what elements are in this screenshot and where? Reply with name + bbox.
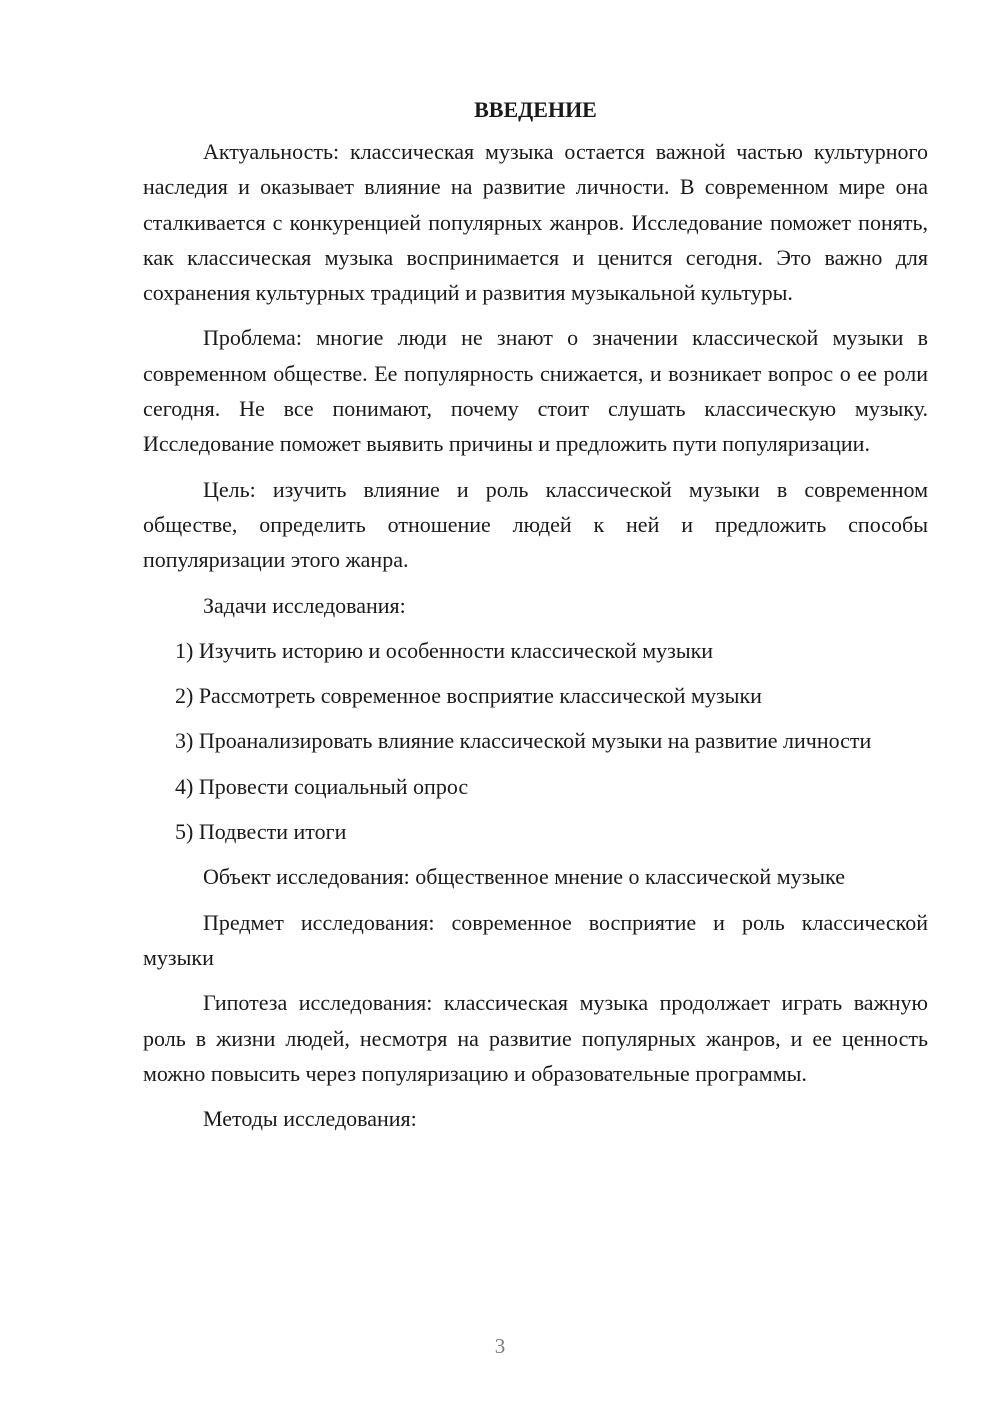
- hypothesis-paragraph: Гипотеза исследования: классическая музыка продолжает играть важную роль в жизни людей, несмотря на развитие популярных жанров, и ее ценность можно повысить через популяризацию и образовательные программы.: [143, 990, 928, 1086]
- task-item: 5) Подвести итоги: [175, 819, 347, 845]
- document-page: [143, 92, 928, 1146]
- task-item: 1) Изучить историю и особенности классической музыки: [175, 637, 714, 663]
- tasks-heading: Задачи исследования:: [203, 592, 406, 618]
- relevance-paragraph: Актуальность: классическая музыка остается важной частью культурного наследия и оказывает влияние на развитие личности. В современном мире она сталкивается с конкуренцией популярных жанров. Исследование поможет понять, как классическая музыка воспринимается и ценится сегодня. Это важно для сохранения культурных традиций и развития музыкальной культуры.: [143, 139, 928, 306]
- page-number: 3: [494, 1334, 506, 1358]
- problem-paragraph: Проблема: многие люди не знают о значении классической музыки в современном обществе. Ее популярность снижается, и возникает вопрос о ее роли сегодня. Не все понимают, почему стоит слушать классическую музыку. Исследование поможет выявить причины и предложить пути популяризации.: [143, 325, 928, 457]
- methods-heading: Методы исследования:: [203, 1106, 417, 1132]
- subject-paragraph: Предмет исследования: современное восприятие и роль классической музыки: [143, 909, 928, 970]
- object-paragraph: Объект исследования: общественное мнение о классической музыке: [203, 864, 845, 890]
- page-title: ВВЕДЕНИЕ: [474, 97, 597, 122]
- task-item: 2) Рассмотреть современное восприятие классической музыки: [175, 683, 762, 709]
- task-item: 4) Провести социальный опрос: [175, 773, 469, 799]
- goal-paragraph: Цель: изучить влияние и роль классической музыки в современном обществе, определить отношение людей к ней и предложить способы популяризации этого жанра.: [143, 476, 928, 573]
- task-item: 3) Проанализировать влияние классической музыки на развитие личности: [175, 728, 872, 754]
